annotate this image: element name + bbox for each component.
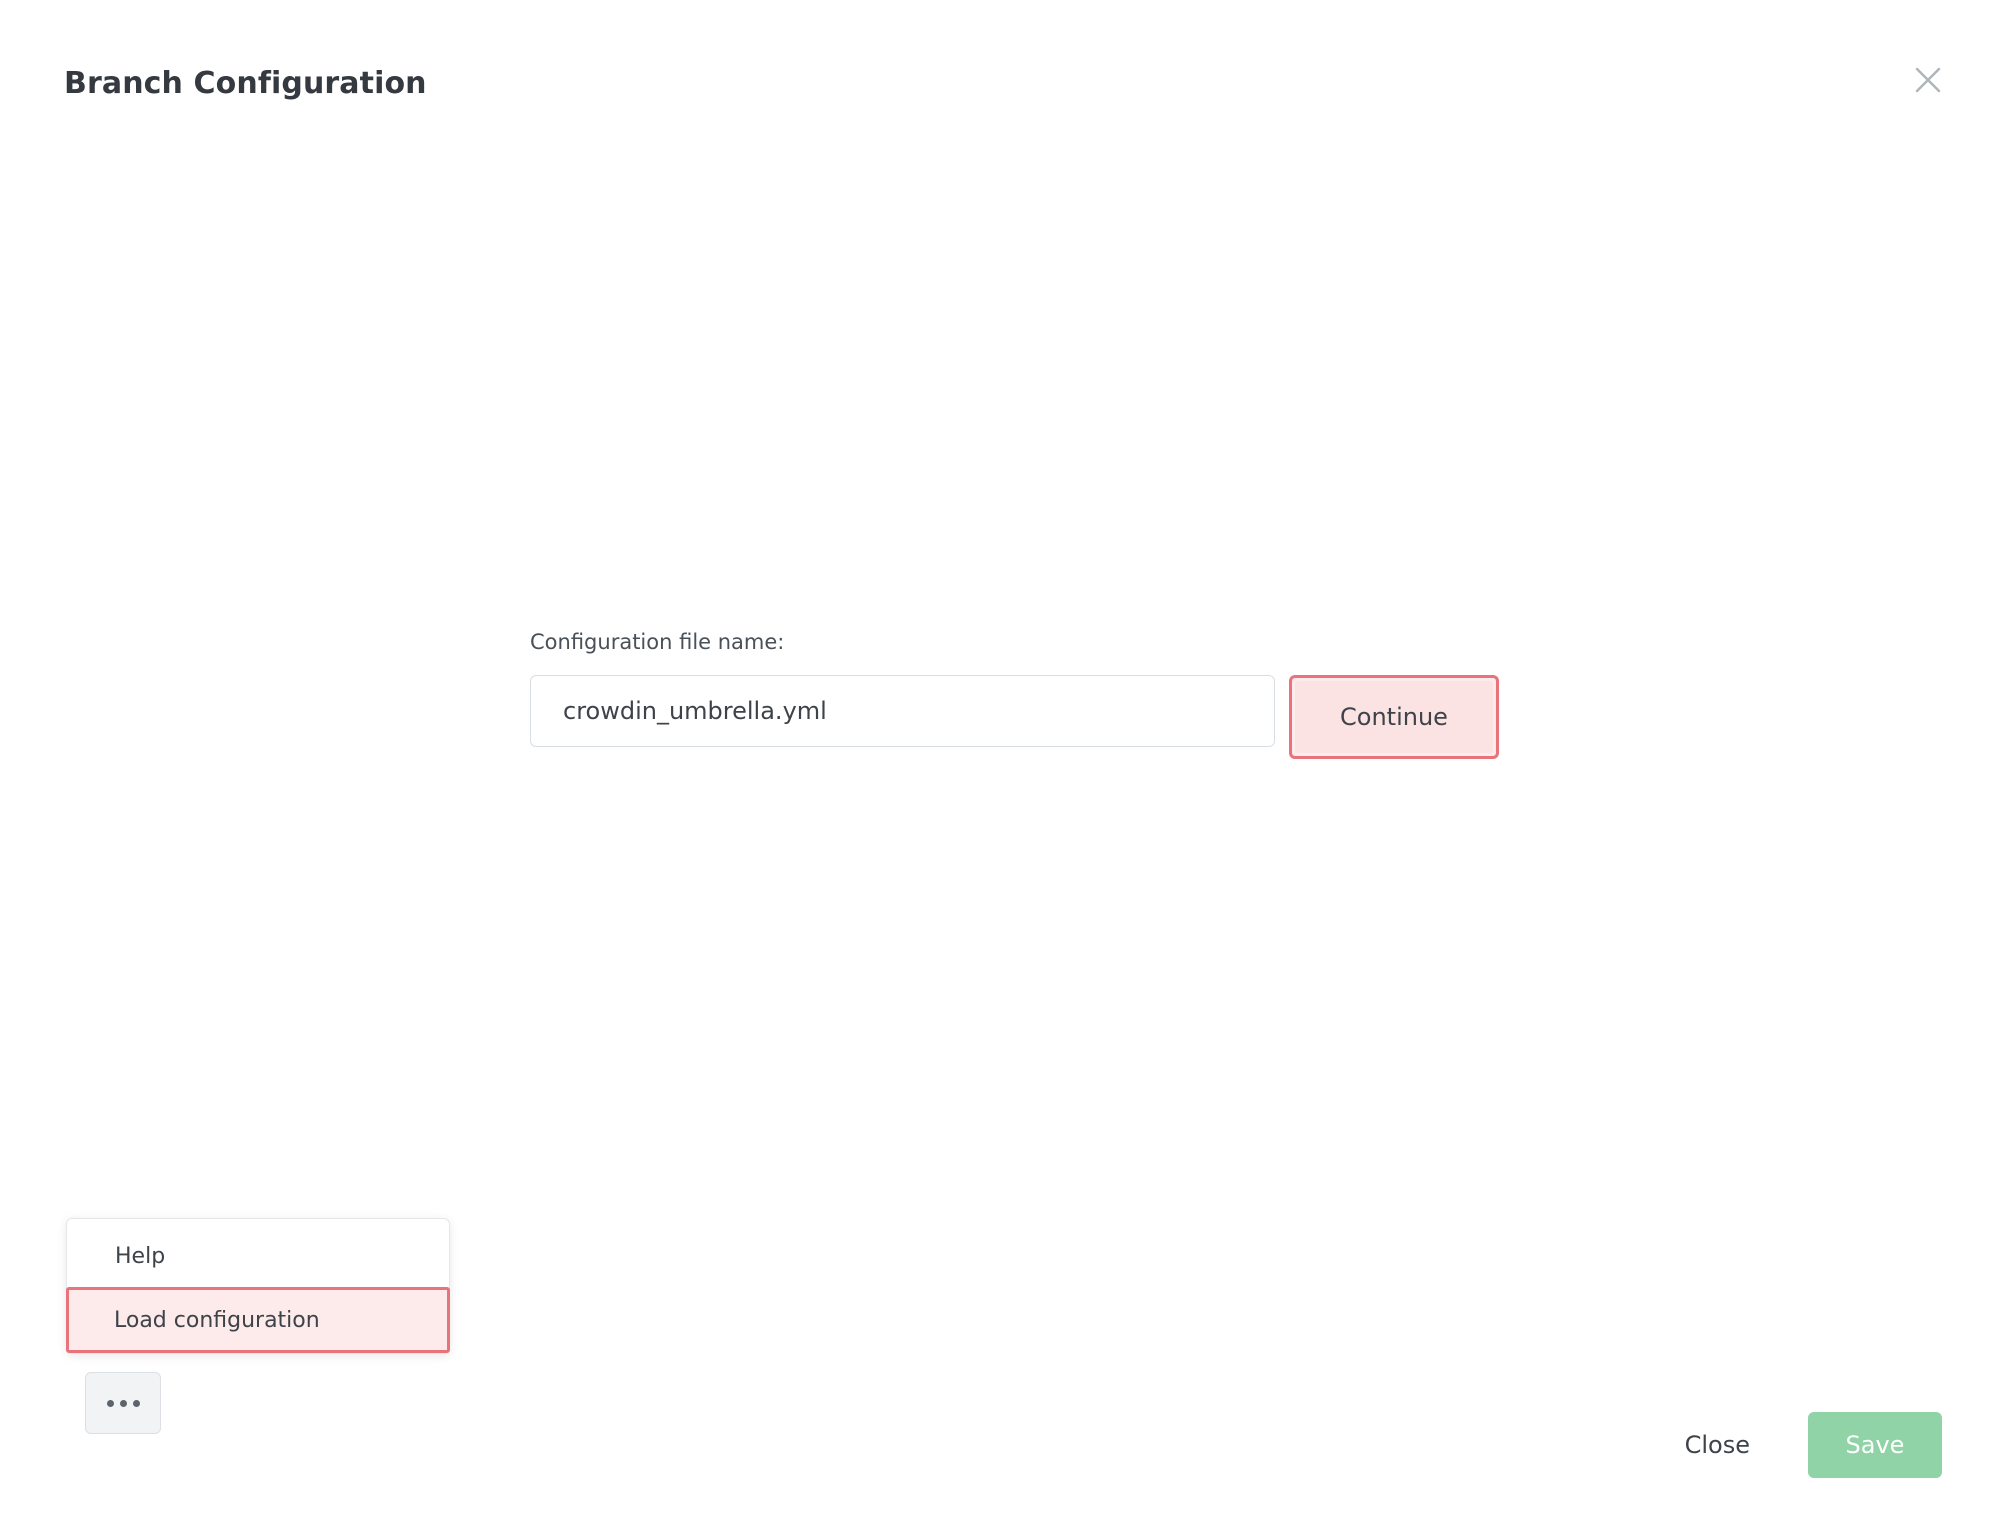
config-file-name-label: Configuration file name: [530, 630, 785, 654]
more-options-button[interactable] [85, 1372, 161, 1434]
menu-item-help[interactable] [67, 1225, 449, 1287]
page-title: Branch Configuration [64, 66, 427, 101]
continue-button[interactable]: Continue [1295, 681, 1493, 753]
close-icon[interactable] [1906, 58, 1950, 102]
continue-highlight [1289, 675, 1499, 759]
configuration-form [530, 630, 1510, 759]
dialog-header [0, 0, 2000, 150]
more-options-menu [66, 1218, 450, 1354]
ellipsis-icon [107, 1400, 140, 1407]
config-file-name-row [530, 675, 1510, 759]
menu-item-load-configuration[interactable] [66, 1287, 450, 1353]
config-file-name-input[interactable] [530, 675, 1275, 747]
menu-item-label: Help [115, 1243, 166, 1269]
save-button[interactable]: Save [1808, 1412, 1942, 1478]
dialog-footer [1659, 1412, 1942, 1478]
close-button[interactable]: Close [1659, 1412, 1776, 1478]
menu-item-label: Load configuration [114, 1307, 320, 1333]
